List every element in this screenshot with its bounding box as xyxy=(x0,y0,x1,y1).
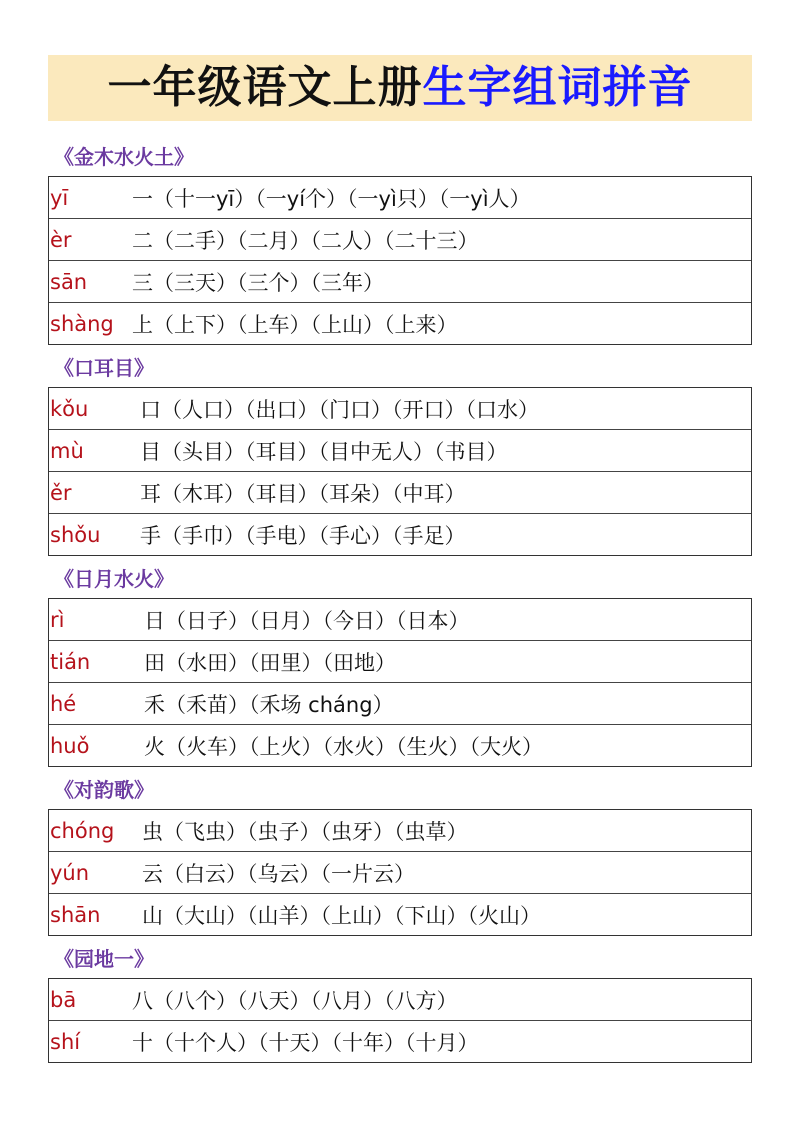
table-row xyxy=(49,218,751,260)
pinyin: èr xyxy=(50,227,72,252)
pinyin: yún xyxy=(50,860,90,885)
table-row xyxy=(49,471,751,513)
section-heading: 《园地一》 xyxy=(54,947,154,971)
word-list: 虫（飞虫）（虫子）（虫牙）（虫草） xyxy=(142,819,468,844)
table-row xyxy=(49,429,751,471)
table-row xyxy=(49,599,751,640)
word-list: 日（日子）（日月）（今日）（日本） xyxy=(144,608,470,633)
word-list: 八（八个）（八天）（八月）（八方） xyxy=(132,988,458,1013)
table-row xyxy=(49,513,751,555)
table-row xyxy=(49,302,751,344)
word-list: 云（白云）（乌云）（一片云） xyxy=(142,861,415,886)
table-row xyxy=(49,260,751,302)
vocab-table xyxy=(48,598,752,767)
word-list: 耳（木耳）（耳目）（耳朵）（中耳） xyxy=(140,481,466,506)
table-row xyxy=(49,724,751,766)
word-list: 上（上下）（上车）（上山）（上来） xyxy=(132,312,458,337)
vocab-table xyxy=(48,809,752,936)
word-list: 火（火车）（上火）（水火）（生火）（大火） xyxy=(144,734,543,759)
word-list: 口（人口）（出口）（门口）（开口）（口水） xyxy=(140,397,539,422)
vocab-table xyxy=(48,387,752,556)
pinyin: hé xyxy=(50,691,77,716)
table-row xyxy=(49,177,751,218)
word-list: 禾（禾苗）（禾场 cháng） xyxy=(144,692,394,717)
word-list: 一（十一yī）（一yí个）（一yì只）（一yì人） xyxy=(132,186,531,211)
lesson-section xyxy=(48,357,752,556)
word-list: 山（大山）（山羊）（上山）（下山）（火山） xyxy=(142,903,541,928)
pinyin: mù xyxy=(50,438,84,463)
section-heading: 《对韵歌》 xyxy=(54,778,154,802)
table-row xyxy=(49,979,751,1020)
pinyin: tián xyxy=(50,649,91,674)
pinyin: shàng xyxy=(50,311,114,336)
section-heading: 《日月水火》 xyxy=(54,567,174,591)
table-row xyxy=(49,893,751,935)
pinyin: shǒu xyxy=(50,522,101,547)
section-heading: 《金木水火土》 xyxy=(54,145,194,169)
pinyin: yī xyxy=(50,185,69,210)
pinyin: sān xyxy=(50,269,88,294)
pinyin: ěr xyxy=(50,480,72,505)
table-row xyxy=(49,810,751,851)
page-title xyxy=(48,55,752,121)
table-row xyxy=(49,682,751,724)
pinyin: rì xyxy=(50,607,65,632)
title-part1: 一年级语文上册 xyxy=(107,62,423,113)
word-list: 目（头目）（耳目）（目中无人）（书目） xyxy=(140,439,508,464)
word-list: 二（二手）（二月）（二人）（二十三） xyxy=(132,228,479,253)
word-list: 手（手巾）（手电）（手心）（手足） xyxy=(140,523,466,548)
word-list: 三（三天）（三个）（三年） xyxy=(132,270,384,295)
lesson-section xyxy=(48,146,752,345)
word-list: 田（水田）（田里）（田地） xyxy=(144,650,396,675)
pinyin: huǒ xyxy=(50,733,90,758)
table-row xyxy=(49,388,751,429)
pinyin: bā xyxy=(50,987,77,1012)
word-list: 十（十个人）（十天）（十年）（十月） xyxy=(132,1030,479,1055)
section-heading: 《口耳目》 xyxy=(54,356,154,380)
pinyin: kǒu xyxy=(50,396,89,421)
table-row xyxy=(49,640,751,682)
table-row xyxy=(49,1020,751,1062)
vocab-table xyxy=(48,978,752,1063)
table-row xyxy=(49,851,751,893)
vocab-table xyxy=(48,176,752,345)
title-part2: 生字组词拼音 xyxy=(422,62,693,113)
lesson-section xyxy=(48,568,752,767)
pinyin: shān xyxy=(50,902,101,927)
pinyin: chóng xyxy=(50,818,115,843)
lesson-section xyxy=(48,948,752,1063)
pinyin: shí xyxy=(50,1029,81,1054)
lesson-section xyxy=(48,779,752,936)
